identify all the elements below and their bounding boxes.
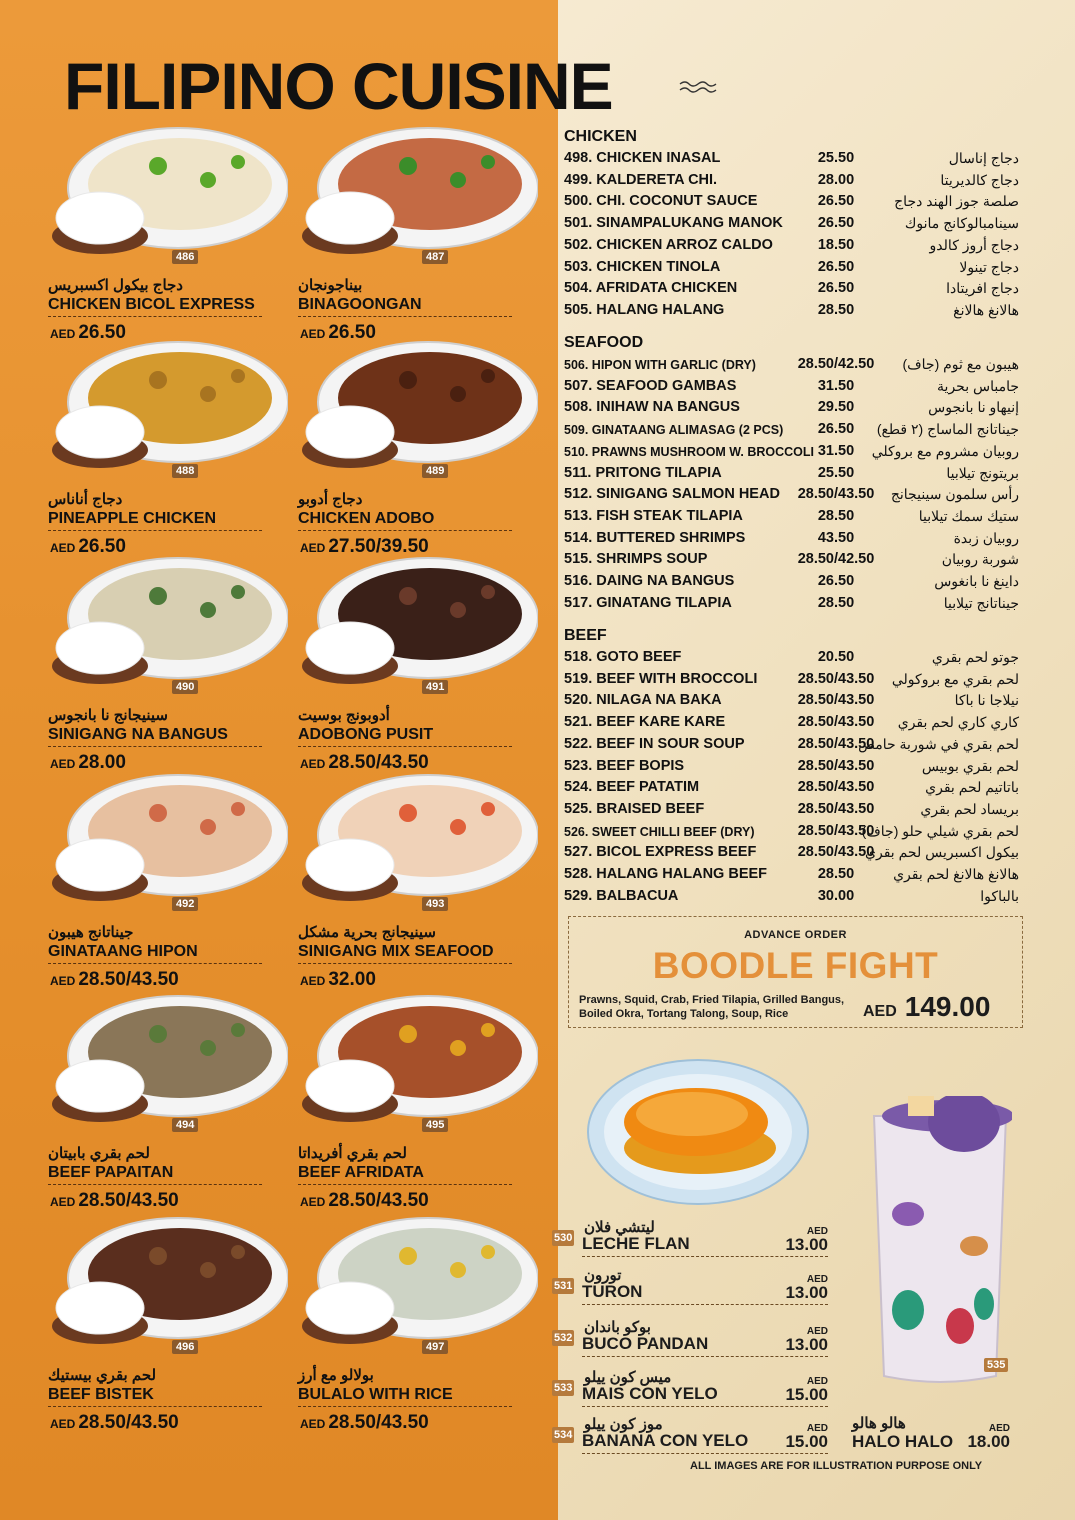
item-name: 504. AFRIDATA CHICKEN: [564, 280, 738, 297]
price-value: 32.00: [328, 969, 376, 990]
menu-row: [564, 736, 1034, 758]
price-value: 28.50/43.50: [78, 1190, 179, 1211]
currency-label: AED: [50, 1417, 76, 1431]
item-number: 533: [554, 1382, 573, 1394]
menu-row: [564, 530, 1034, 552]
section-heading-seafood: SEAFOOD: [564, 334, 644, 351]
item-price: 26.50: [817, 421, 855, 438]
item-price: 28.50/43.50: [797, 779, 875, 796]
item-name: 523. BEEF BOPIS: [564, 757, 685, 774]
item-price: 43.50: [817, 529, 855, 546]
dessert-item: [552, 1218, 832, 1266]
dish-image: [298, 332, 538, 472]
menu-row: [564, 508, 1034, 530]
item-name: 500. CHI. COCONUT SAUCE: [564, 193, 758, 210]
item-price: 28.50/43.50: [797, 714, 875, 731]
item-name: 528. HALANG HALANG BEEF: [564, 866, 768, 882]
dessert-name: MAIS CON YELO: [582, 1384, 828, 1407]
item-price: 26.50: [817, 280, 855, 297]
item-name: 508. INIHAW NA BANGUS: [564, 399, 740, 416]
menu-row: [564, 150, 1034, 172]
price-value: 27.50/39.50: [328, 536, 429, 557]
dish-image: [298, 548, 538, 688]
page-title: FILIPINO CUISINE: [64, 49, 613, 123]
item-name: 518. GOTO BEEF: [564, 649, 682, 665]
menu-row: [564, 421, 1034, 443]
item-number: 534: [554, 1429, 573, 1441]
dessert-item: [552, 1415, 832, 1463]
currency-label: AED: [863, 1003, 897, 1020]
dessert-price: 13.00: [785, 1235, 828, 1254]
halo-halo-item: [852, 1359, 1012, 1454]
item-arabic-name: هالانغ هالانغ: [953, 301, 1019, 318]
item-name: 507. SEAFOOD GAMBAS: [564, 377, 737, 394]
item-name: 506. HIPON WITH GARLIC (DRY): [564, 358, 756, 372]
dish-arabic-name: دجاج بيكول اكسبريس: [48, 277, 183, 294]
dish-name: BEEF PAPAITAN: [48, 1164, 262, 1185]
item-price: 28.50/42.50: [797, 356, 875, 372]
item-name: 521. BEEF KARE KARE: [564, 714, 726, 731]
price-value: 28.50/43.50: [328, 1190, 429, 1211]
dessert-price: 15.00: [785, 1385, 828, 1404]
price-value: 26.50: [78, 536, 126, 557]
item-arabic-name: إنيهاو نا بانجوس: [928, 399, 1019, 416]
item-arabic-name: هيبون مع ثوم (جاف): [902, 356, 1019, 372]
dessert-arabic-name: موز كون ييلو: [584, 1416, 663, 1433]
item-arabic-name: بريتونج تيلابيا: [946, 464, 1019, 481]
dish-image: [48, 118, 288, 258]
price-value: 28.50/43.50: [328, 752, 429, 773]
menu-row: [564, 779, 1034, 801]
item-arabic-name: دجاج افريتادا: [946, 280, 1019, 297]
menu-row: [564, 237, 1034, 259]
item-price: 28.50/43.50: [797, 692, 875, 709]
menu-row: [564, 259, 1034, 281]
menu-row: [564, 172, 1034, 194]
item-name: 505. HALANG HALANG: [564, 301, 725, 318]
boodle-fight-description: Prawns, Squid, Crab, Fried Tilapia, Grilled Bangus, Boiled Okra, Tortang Talong, Soup, Rice: [579, 994, 845, 1020]
item-price: 30.00: [817, 887, 855, 904]
item-number: 531: [554, 1280, 573, 1292]
dish-name: BEEF AFRIDATA: [298, 1164, 512, 1185]
menu-row: [564, 356, 1034, 378]
dessert-name: BUCO PANDAN: [582, 1334, 828, 1357]
item-number: 535: [984, 1358, 1008, 1372]
dessert-item: [552, 1368, 832, 1416]
menu-row: [564, 302, 1034, 324]
menu-row: [564, 692, 1034, 714]
dish-arabic-name: لحم بقري أفريداتا: [298, 1145, 407, 1162]
item-name: 512. SINIGANG SALMON HEAD: [564, 486, 780, 503]
item-name: 501. SINAMPALUKANG MANOK: [564, 215, 783, 232]
dessert-item: [552, 1266, 832, 1314]
item-arabic-name: دجاج تينولا: [959, 258, 1019, 275]
item-price: 18.50: [817, 236, 855, 253]
menu-row: [564, 671, 1034, 693]
currency-label: AED: [50, 1195, 76, 1209]
item-name: 520. NILAGA NA BAKA: [564, 692, 722, 709]
item-price: 28.50/43.50: [797, 670, 875, 687]
boodle-fight-box: [568, 916, 1023, 1028]
dish-name: SINIGANG MIX SEAFOOD: [298, 943, 512, 964]
item-price: 28.50: [817, 301, 855, 318]
item-price: 25.50: [817, 150, 855, 166]
halo-halo-image: [868, 1096, 1012, 1386]
item-name: 519. BEEF WITH BROCCOLI: [564, 670, 758, 687]
currency-label: AED: [806, 1326, 828, 1337]
menu-row: [564, 888, 1034, 910]
dish-arabic-name: لحم بقري بيستيك: [48, 1367, 157, 1384]
currency-label: AED: [50, 327, 76, 341]
item-price: 28.50: [817, 866, 855, 882]
item-arabic-name: داينغ نا بانغوس: [934, 573, 1019, 589]
item-number: 497: [422, 1340, 448, 1354]
dish-image: [298, 986, 538, 1126]
item-name: 511. PRITONG TILAPIA: [564, 464, 722, 481]
price-value: 28.50/43.50: [78, 969, 179, 990]
menu-row: [564, 465, 1034, 487]
dessert-name: LECHE FLAN: [582, 1234, 828, 1257]
dish-image: [48, 1208, 288, 1348]
currency-label: AED: [806, 1274, 828, 1285]
item-arabic-name: نيلاجا نا باكا: [954, 692, 1019, 709]
item-name: 516. DAING NA BANGUS: [564, 573, 735, 589]
item-name: 510. PRAWNS MUSHROOM W. BROCCOLI: [564, 444, 815, 459]
currency-label: AED: [50, 541, 76, 555]
menu-row: [564, 823, 1034, 845]
item-number: 486: [172, 250, 198, 264]
item-name: 502. CHICKEN ARROZ CALDO: [564, 236, 773, 253]
dish-arabic-name: بولالو مع أرز: [298, 1367, 374, 1384]
item-arabic-name: جيناتانج تيلابيا: [943, 594, 1019, 611]
price-value: 28.00: [78, 752, 126, 773]
dish-arabic-name: سينيجانج نا بانجوس: [48, 707, 168, 724]
dessert-name: BANANA CON YELO: [582, 1431, 828, 1454]
dish-name: BULALO WITH RICE: [298, 1386, 512, 1407]
item-arabic-name: دجاج أروز كالدو: [929, 236, 1019, 253]
item-name: 522. BEEF IN SOUR SOUP: [564, 735, 745, 752]
item-price: 28.50/43.50: [797, 486, 875, 503]
item-number: 491: [422, 680, 448, 694]
item-price: 28.50/42.50: [797, 551, 875, 568]
item-arabic-name: جيناتانج الماساج (٢ قطع): [876, 421, 1019, 438]
dish-image: [48, 986, 288, 1126]
item-price: 26.50: [817, 573, 855, 589]
item-price: 26.50: [817, 258, 855, 275]
item-name: 513. FISH STEAK TILAPIA: [564, 507, 743, 524]
item-arabic-name: روبيان زبدة: [953, 529, 1019, 546]
item-number: 530: [554, 1232, 573, 1244]
halo-halo-name: HALO HALO: [852, 1432, 954, 1451]
section-heading-beef: BEEF: [564, 627, 607, 644]
item-arabic-name: لحم بقري شيلي حلو (جاف): [861, 822, 1019, 839]
item-number: 496: [172, 1340, 198, 1354]
dish-arabic-name: دجاج أدوبو: [298, 491, 363, 508]
item-number: 494: [172, 1118, 198, 1132]
item-name: 509. GINATAANG ALIMASAG (2 PCS): [564, 423, 784, 438]
dessert-arabic-name: تورون: [584, 1267, 622, 1284]
item-price: 26.50: [817, 215, 855, 232]
item-name: 529. BALBACUA: [564, 887, 679, 904]
menu-row: [564, 649, 1034, 671]
currency-label: AED: [806, 1376, 828, 1387]
currency-label: AED: [300, 541, 326, 555]
item-name: 514. BUTTERED SHRIMPS: [564, 529, 746, 546]
menu-row: [564, 758, 1034, 780]
item-price: 28.50/43.50: [797, 800, 875, 817]
item-price: 25.50: [817, 464, 855, 481]
price-value: 28.50/43.50: [328, 1412, 429, 1433]
item-arabic-name: هالانغ هالانغ لحم بقري: [893, 866, 1019, 882]
dessert-arabic-name: ميس كون ييلو: [584, 1369, 672, 1386]
item-arabic-name: باتاتيم لحم بقري: [925, 779, 1019, 796]
dish-image: [298, 118, 538, 258]
currency-label: AED: [806, 1423, 828, 1434]
item-price: 28.00: [817, 171, 855, 188]
item-price: 28.50: [817, 507, 855, 524]
dish-price: [50, 1412, 179, 1434]
item-arabic-name: صلصة جوز الهند دجاج: [894, 193, 1019, 210]
advance-order-label: ADVANCE ORDER: [744, 929, 847, 941]
currency-label: AED: [300, 327, 326, 341]
dish-name: CHICKEN BICOL EXPRESS: [48, 296, 262, 317]
currency-label: AED: [300, 757, 326, 771]
item-price: 28.50/43.50: [797, 735, 875, 752]
item-name: 498. CHICKEN INASAL: [564, 150, 721, 166]
item-number: 489: [422, 464, 448, 478]
wave-ornament-icon: [678, 78, 718, 98]
dish-arabic-name: دجاج أناناس: [48, 491, 123, 508]
currency-label: AED: [300, 1195, 326, 1209]
item-price: 31.50: [817, 377, 855, 394]
price-value: 26.50: [78, 322, 126, 343]
dish-image: [298, 1208, 538, 1348]
currency-label: AED: [300, 1417, 326, 1431]
menu-row: [564, 866, 1034, 888]
item-price: 31.50: [817, 442, 855, 459]
item-arabic-name: ستيك سمك تيلابيا: [918, 507, 1019, 524]
item-name: 525. BRAISED BEEF: [564, 800, 705, 817]
item-number: 492: [172, 897, 198, 911]
item-name: 527. BICOL EXPRESS BEEF: [564, 844, 757, 861]
dish-name: ADOBONG PUSIT: [298, 726, 512, 747]
item-name: 499. KALDERETA CHI.: [564, 171, 718, 188]
dish-image: [48, 548, 288, 688]
dish-name: BINAGOONGAN: [298, 296, 512, 317]
item-arabic-name: بريساد لحم بقري: [920, 800, 1019, 817]
dish-name: CHICKEN ADOBO: [298, 510, 512, 531]
currency-label: AED: [300, 974, 326, 988]
item-arabic-name: دجاج كالديريتا: [940, 171, 1019, 188]
item-number: 493: [422, 897, 448, 911]
item-arabic-name: بيكول اكسبريس لحم بقري: [865, 844, 1019, 861]
item-price: 28.50: [817, 594, 855, 611]
menu-row: [564, 573, 1034, 595]
currency-label: AED: [988, 1423, 1010, 1434]
dessert-arabic-name: ليتشي فلان: [584, 1219, 655, 1236]
menu-row: [564, 280, 1034, 302]
menu-row: [564, 801, 1034, 823]
item-arabic-name: رأس سلمون سينيجانج: [890, 486, 1019, 503]
item-arabic-name: روبيان مشروم مع بروكلي: [871, 442, 1019, 459]
item-number: 490: [172, 680, 198, 694]
item-price: 28.50/43.50: [797, 822, 875, 839]
item-price: 28.50/43.50: [797, 844, 875, 861]
menu-row: [564, 193, 1034, 215]
dessert-price: 13.00: [785, 1335, 828, 1354]
boodle-fight-price: [863, 991, 990, 1023]
dessert-price: 15.00: [785, 1432, 828, 1451]
boodle-fight-title: BOODLE FIGHT: [652, 945, 939, 986]
item-arabic-name: سينامبالوكانج مانوك: [904, 215, 1019, 232]
item-price: 29.50: [817, 399, 855, 416]
item-price: 28.50/43.50: [797, 757, 875, 774]
item-arabic-name: كاري كاري لحم بقري: [897, 714, 1019, 731]
item-price: 26.50: [817, 193, 855, 210]
item-arabic-name: شوربة روبيان: [941, 551, 1019, 568]
item-name: 517. GINATANG TILAPIA: [564, 594, 732, 611]
price-value: 26.50: [328, 322, 376, 343]
menu-row: [564, 595, 1034, 617]
menu-row: [564, 443, 1034, 465]
section-heading-chicken: CHICKEN: [564, 128, 637, 145]
item-arabic-name: لحم بقري في شوربة حامض: [858, 735, 1019, 752]
item-number: 487: [422, 250, 448, 264]
item-number: 495: [422, 1118, 448, 1132]
dish-image: [48, 765, 288, 905]
dish-arabic-name: سينيجانج بحرية مشكل: [298, 924, 437, 941]
halo-halo-price: 18.00: [967, 1432, 1010, 1451]
dish-arabic-name: أدوبونج بوسيت: [298, 707, 390, 724]
dish-arabic-name: بيناجونجان: [298, 277, 363, 294]
item-arabic-name: بالباكوا: [980, 887, 1019, 904]
item-name: 515. SHRIMPS SOUP: [564, 551, 708, 568]
dessert-price: 13.00: [785, 1283, 828, 1302]
dessert-arabic-name: بوكو باندان: [584, 1319, 651, 1336]
dish-name: PINEAPPLE CHICKEN: [48, 510, 262, 531]
dish-image: [48, 332, 288, 472]
dish-arabic-name: لحم بقري بابيتان: [48, 1145, 150, 1162]
dish-name: GINATAANG HIPON: [48, 943, 262, 964]
item-arabic-name: دجاج إناسال: [948, 150, 1019, 166]
price-value: 149.00: [904, 991, 991, 1022]
leche-flan-image: [580, 1052, 820, 1212]
dish-image: [298, 765, 538, 905]
item-price: 20.50: [817, 649, 855, 665]
item-arabic-name: لحم بقري مع بروكولي: [891, 670, 1019, 687]
menu-row: [564, 486, 1034, 508]
dish-price: [300, 1412, 429, 1434]
item-arabic-name: لحم بقري بوبيس: [921, 757, 1019, 774]
item-name: 524. BEEF PATATIM: [564, 779, 700, 796]
currency-label: AED: [806, 1226, 828, 1237]
menu-row: [564, 215, 1034, 237]
item-arabic-name: جوتو لحم بقري: [931, 649, 1019, 665]
menu-row: [564, 714, 1034, 736]
currency-label: AED: [50, 757, 76, 771]
currency-label: AED: [50, 974, 76, 988]
dessert-item: [552, 1318, 832, 1366]
item-arabic-name: جامباس بحرية: [937, 377, 1019, 394]
disclaimer: ALL IMAGES ARE FOR ILLUSTRATION PURPOSE ONLY: [690, 1460, 983, 1472]
item-name: 526. SWEET CHILLI BEEF (DRY): [564, 824, 755, 839]
price-value: 28.50/43.50: [78, 1412, 179, 1433]
dish-arabic-name: جيناتانج هيبون: [48, 924, 134, 941]
item-number: 532: [554, 1332, 573, 1344]
item-name: 503. CHICKEN TINOLA: [564, 258, 721, 275]
dish-name: SINIGANG NA BANGUS: [48, 726, 262, 747]
menu-row: [564, 399, 1034, 421]
dish-name: BEEF BISTEK: [48, 1386, 262, 1407]
dessert-name: TURON: [582, 1282, 828, 1305]
item-number: 488: [172, 464, 198, 478]
menu-row: [564, 378, 1034, 400]
menu-row: [564, 844, 1034, 866]
halo-halo-arabic-name: هالو هالو: [852, 1415, 906, 1432]
menu-row: [564, 551, 1034, 573]
